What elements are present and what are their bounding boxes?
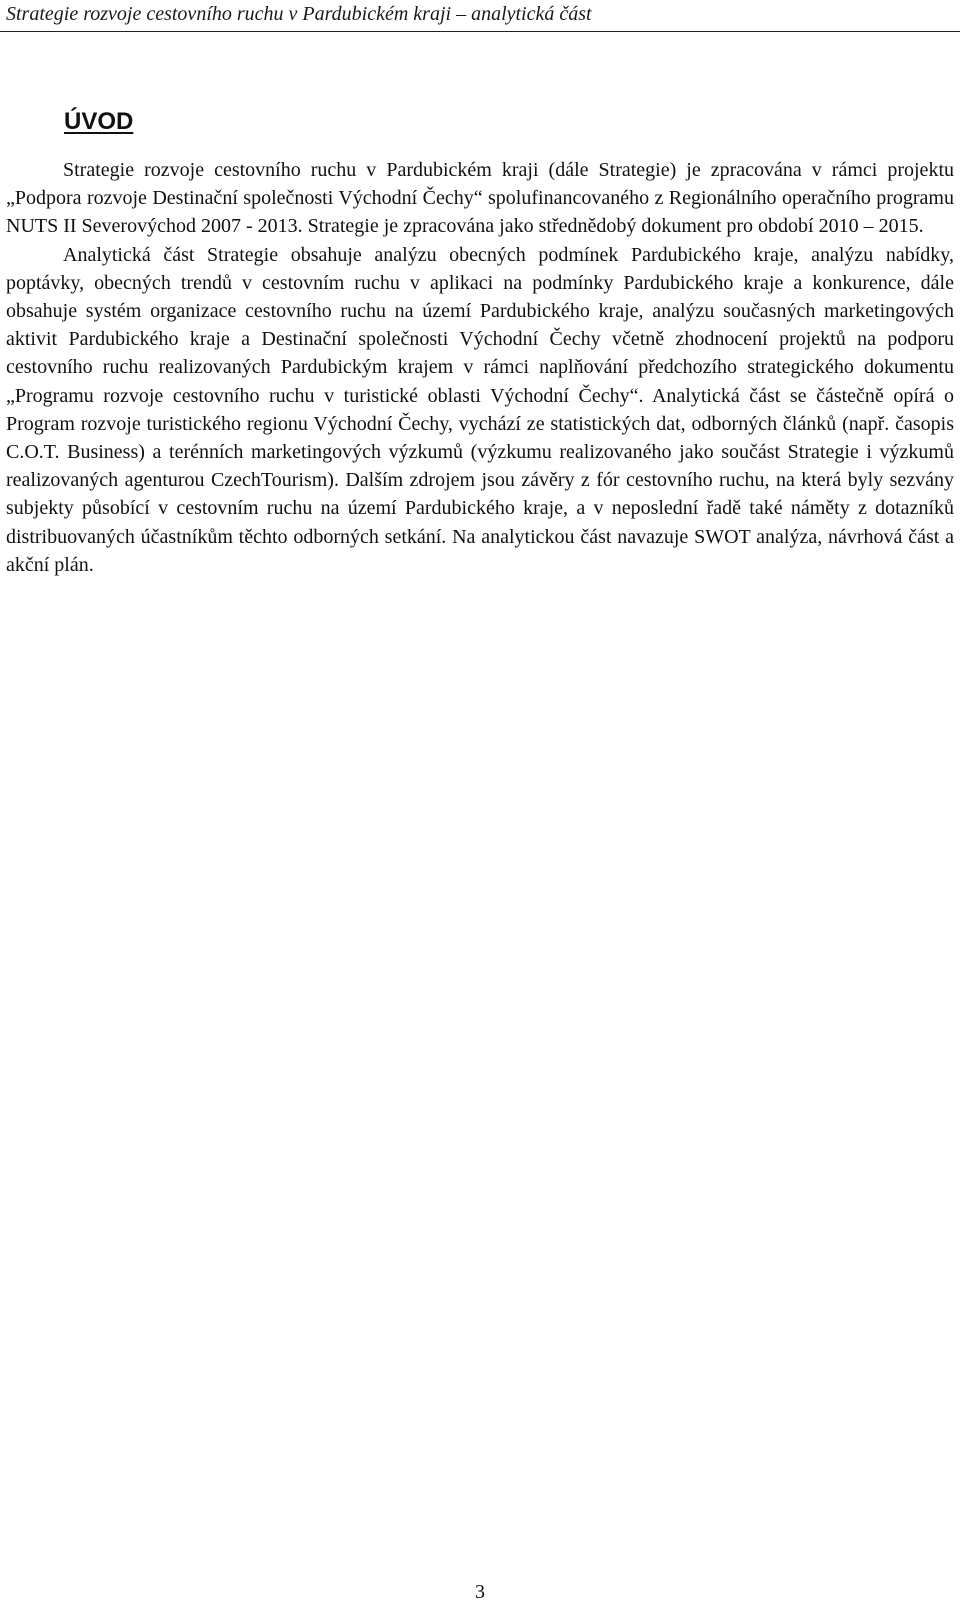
running-header: Strategie rozvoje cestovního ruchu v Pardubickém kraji – analytická část bbox=[6, 3, 592, 25]
page-number: 3 bbox=[475, 1581, 485, 1603]
intro-paragraph: Strategie rozvoje cestovního ruchu v Pardubickém kraji (dále Strategie) je zpracována v rámci projektu „Podpora rozvoje Destinační společnosti Východní Čechy“ spolufinancovaného z Regionálního operačního programu NUTS II Severovýchod 2007 - 2013. Strategie je zpracována jako střednědobý dokument pro období 2010 – 2015. bbox=[6, 159, 954, 238]
analysis-paragraph: Analytická část Strategie obsahuje analýzu obecných podmínek Pardubického kraje, analýzu nabídky, poptávky, obecných trendů v cestovním ruchu v aplikaci na podmínky Pardubického kraje a konkurence, dále obsahuje systém organizace cestovního ruchu na území Pardubického kraje, analýzu současných marketingových aktivit Pardubického kraje a Destinační společnosti Východní Čechy včetně zhodnocení projektů na podporu cestovního ruchu realizovaných Pardubickým krajem v rámci naplňování předchozího strategického dokumentu „Programu rozvoje cestovního ruchu v turistické oblasti Východní Čechy“. Analytická část se částečně opírá o Program rozvoje turistického regionu Východní Čechy, vychází ze statistických dat, odborných článků (např. časopis C.O.T. Business) a terénních marketingových výzkumů (výzkumu realizovaného jako součást Strategie i výzkumů realizovaných agenturou CzechTourism). Dalším zdrojem jsou závěry z fór cestovního ruchu, na která byly sezvány subjekty působící v cestovním ruchu na území Pardubického kraje, a v neposlední řadě také náměty z dotazníků distribuovaných účastníkům těchto odborných setkání. Na analytickou část navazuje SWOT analýza, návrhová část a akční plán. bbox=[6, 243, 954, 576]
body-text bbox=[6, 156, 954, 579]
section-title: ÚVOD bbox=[64, 108, 134, 135]
header-divider bbox=[0, 31, 960, 32]
